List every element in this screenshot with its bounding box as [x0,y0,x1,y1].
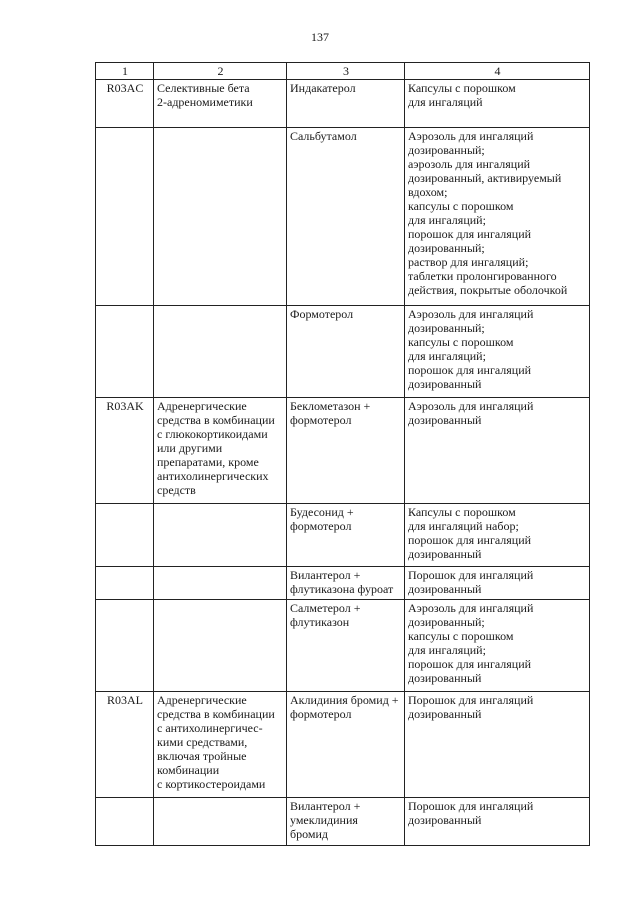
dosage-forms-cell: Капсулы с порошком для ингаляций набор; порошок для ингаляций дозированный [405,504,590,567]
substance-cell: Вилантерол + флутиказона фуроат [287,567,405,600]
dosage-forms-cell: Порошок для ингаляций дозированный [405,798,590,846]
table-header-row [96,63,590,80]
group-cell: Селективные бета 2-адреномиметики [154,80,287,128]
atc-code-cell [96,600,154,692]
header-cell-1: 1 [96,63,154,80]
group-cell [154,306,287,398]
atc-code-cell: R03AC [96,80,154,128]
group-cell [154,798,287,846]
group-cell [154,128,287,306]
group-cell: Адренергические средства в комбинации с глюкокортикоидами или другими препаратами, кроме антихолинергических средств [154,398,287,504]
atc-code-cell: R03AL [96,692,154,798]
atc-code-cell [96,306,154,398]
table-row [96,306,590,398]
atc-code-cell [96,567,154,600]
atc-code-cell: R03AK [96,398,154,504]
group-cell [154,504,287,567]
substance-cell: Будесонид + формотерол [287,504,405,567]
substance-cell: Сальбутамол [287,128,405,306]
dosage-forms-cell: Капсулы с порошком для ингаляций [405,80,590,128]
group-cell [154,567,287,600]
atc-code-cell [96,798,154,846]
dosage-forms-cell: Аэрозоль для ингаляций дозированный; аэрозоль для ингаляций дозированный, активируемый вдохом; капсулы с порошком для ингаляций; порошок для ингаляций дозированный; раствор для ингаляций; таблетки пролонгированного действия, покрытые оболочкой [405,128,590,306]
table-row [96,398,590,504]
header-cell-3: 3 [287,63,405,80]
substance-cell: Аклидиния бромид + формотерол [287,692,405,798]
table-row [96,798,590,846]
dosage-forms-cell: Порошок для ингаляций дозированный [405,567,590,600]
substance-cell: Салметерол + флутиказон [287,600,405,692]
header-cell-2: 2 [154,63,287,80]
table-row [96,567,590,600]
group-cell [154,600,287,692]
substance-cell: Беклометазон + формотерол [287,398,405,504]
table-row [96,692,590,798]
table-row [96,80,590,128]
dosage-forms-cell: Аэрозоль для ингаляций дозированный; капсулы с порошком для ингаляций; порошок для ингаляций дозированный [405,600,590,692]
drug-table [95,62,590,846]
page-number: 137 [311,30,329,44]
atc-code-cell [96,504,154,567]
dosage-forms-cell: Аэрозоль для ингаляций дозированный [405,398,590,504]
group-cell: Адренергические средства в комбинации с антихолинергичес- кими средствами, включая тройные комбинации с кортикостероидами [154,692,287,798]
header-cell-4: 4 [405,63,590,80]
atc-code-cell [96,128,154,306]
substance-cell: Формотерол [287,306,405,398]
table-row [96,504,590,567]
substance-cell: Индакатерол [287,80,405,128]
table-row [96,128,590,306]
dosage-forms-cell: Порошок для ингаляций дозированный [405,692,590,798]
table-row [96,600,590,692]
substance-cell: Вилантерол + умеклидиния бромид [287,798,405,846]
dosage-forms-cell: Аэрозоль для ингаляций дозированный; капсулы с порошком для ингаляций; порошок для ингаляций дозированный [405,306,590,398]
